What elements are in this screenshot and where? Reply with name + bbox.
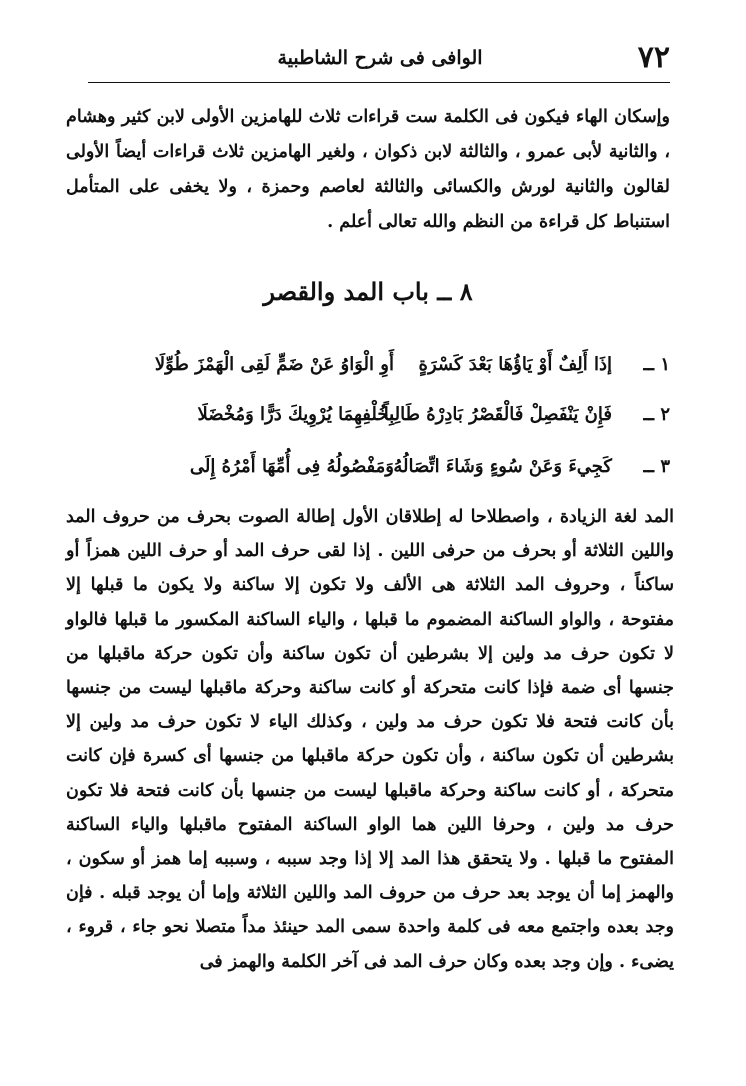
commentary-paragraph: المد لغة الزيادة ، واصطلاحا له إطلاقان الأول إطالة الصوت بحرف من حروف المد واللين الثلاثة أو بحرف من حرفى اللين . إذا لقى حرف المد أو حرف اللين همزاً أو ساكناً ، وحروف المد الثلاثة هى الألف ولا تكون إلا ساكنة ولا يكون ما قبلها إلا مفتوحة ، والواو الساكنة المضموم ما قبلها ، والياء الساكنة المكسور ما قبلها فالواو لا تكون حرف مد ولين إلا بشرطين أن تكون ساكنة وأن تكون حركة ماقبلها من جنسها أى ضمة فإذا كانت متحركة أو كانت ساكنة وحركة ماقبلها ليست من جنسها بأن كانت فتحة فلا تكون حرف مد ولين ، وكذلك الياء لا تكون حرف مد ولين إلا بشرطين أن تكون ساكنة ، وأن تكون حركة ماقبلها من جنسها أى كسرة فإن كانت متحركة ، أو كانت ساكنة وحركة ماقبلها ليست من جنسها بأن كانت فتحة فلا تكون حرف مد ولين ، وحرفا اللين هما الواو الساكنة المفتوح ماقبلها والياء الساكنة المفتوح ما قبلها . ولا يتحقق هذا المد إلا إذا وجد سببه ، وسببه إما همز أو سكون ، والهمز إما أن يوجد بعد حرف من حروف المد واللين الثلاثة وإما أن يوجد قبله . فإن وجد بعده واجتمع معه فى كلمة واحدة سمى المد حينئذ مداً متصلا نحو جاء ، قروء ، يضىء . وإن وجد بعده وكان حرف المد فى آخر الكلمة والهمز فى <box>66 507 674 972</box>
chapter-title: ٨ ــ باب المد والقصر <box>263 277 473 306</box>
verse-line <box>130 345 670 385</box>
verse-second-hemistich: وَمَفْصُولُهُ فِى أُمِّهَا أَمْرُهُ إِلَى <box>189 456 394 477</box>
verse-line <box>130 447 670 487</box>
verse-second-hemistich: أَوِ الْوَاوُ عَنْ ضَمٍّ لَقِى الْهَمْزَ طُوِّلَا <box>154 354 394 375</box>
verse-number: ١ ــ <box>643 354 670 375</box>
running-title: الوافى فى شرح الشاطبية <box>277 47 483 69</box>
verse-first-hemistich: إذَا أَلِفٌ أَوْ يَاؤُهَا بَعْدَ كَسْرَةٍ <box>418 354 612 375</box>
page-number: ٧٢ <box>637 40 670 75</box>
verse-first-hemistich: كَجِيءَ وَعَنْ سُوءٍ وَشَاءَ اتِّصَالُهُ <box>393 456 612 477</box>
intro-paragraph: وإسكان الهاء فيكون فى الكلمة ست قراءات ثلاث للهامزين الأولى لابن كثير وهشام ، والثانية لأبى عمرو ، والثالثة لابن ذكوان ، ولغير الهامزين ثلاث قراءات أيضاً الأولى لقالون والثانية لورش والكسائى والثالثة لعاصم وحمزة ، ولا يخفى على المتأمل استنباط كل قراءة من النظم والله تعالى أعلم . <box>66 107 670 232</box>
verse-first-hemistich: فَإِنْ يَنْفَصِلْ فَالْقَصْرُ بَادِرْهُ طَالِباً <box>383 404 612 425</box>
header-rule <box>88 82 670 83</box>
verse-number: ٢ ــ <box>643 404 670 425</box>
verse-line <box>130 395 670 435</box>
page-header <box>90 40 670 80</box>
verse-second-hemistich: بِخُلْفِهِمَا يُرْوِيكَ دَرًّا وَمُخْضَلَا <box>197 404 394 425</box>
verse-number: ٣ ــ <box>643 456 670 477</box>
